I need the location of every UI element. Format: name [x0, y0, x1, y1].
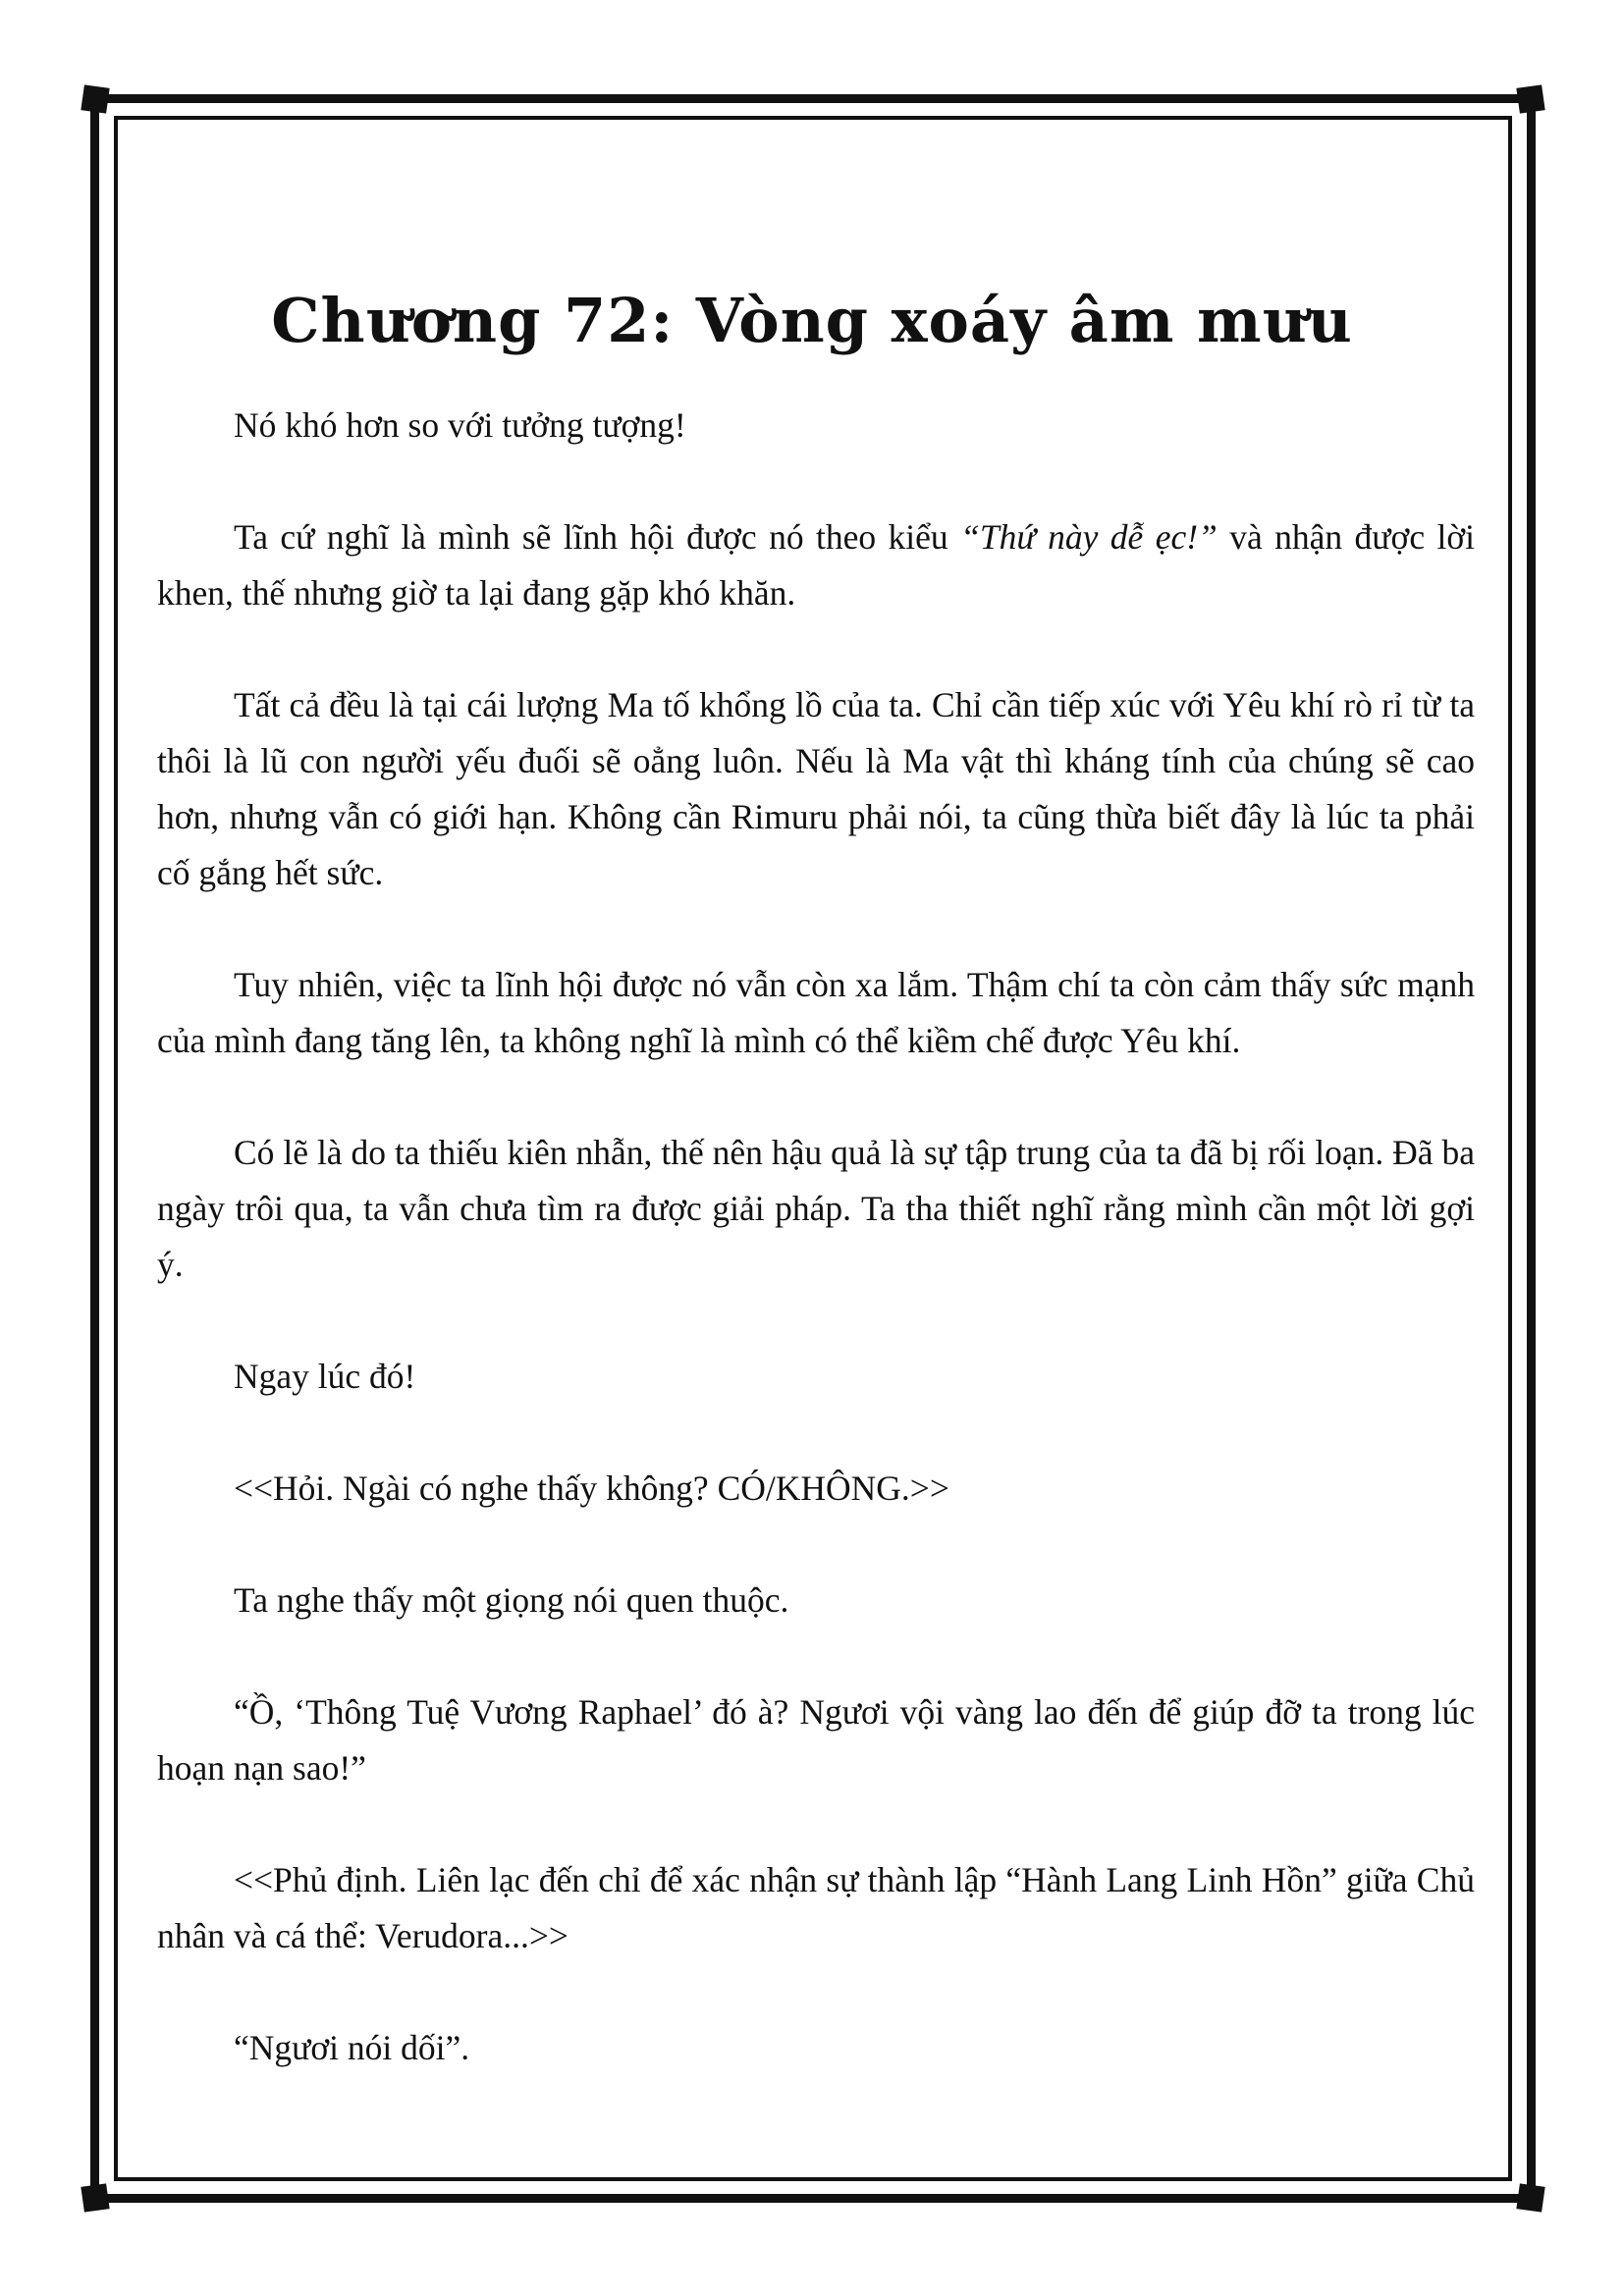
paragraph: <<Phủ định. Liên lạc đến chỉ để xác nhận sự thành lập “Hành Lang Linh Hồn” giữa Chủ nhân và cá thể: Verudora...>>: [157, 1860, 1475, 1955]
paragraph: Tuy nhiên, việc ta lĩnh hội được nó vẫn còn xa lắm. Thậm chí ta còn cảm thấy sức mạnh của mình đang tăng lên, ta không nghĩ là mình có thể kiềm chế được Yêu khí.: [157, 965, 1475, 1060]
border-corner-ornament: [81, 84, 109, 113]
paragraph: Tất cả đều là tại cái lượng Ma tố khổng lồ của ta. Chỉ cần tiếp xúc với Yêu khí rò rỉ từ ta thôi là lũ con người yếu đuối sẽ oẳng luôn. Nếu là Ma vật thì kháng tính của chúng sẽ cao hơn, nhưng vẫn có giới hạn. Không cần Rimuru phải nói, ta cũng thừa biết đây là lúc ta phải cố gắng hết sức.: [157, 685, 1475, 892]
border-corner-ornament: [1516, 2183, 1544, 2212]
paragraph: Ngay lúc đó!: [234, 1357, 416, 1396]
border-corner-ornament: [1516, 84, 1544, 113]
paragraph: “Ồ, ‘Thông Tuệ Vương Raphael’ đó à? Ngươi vội vàng lao đến để giúp đỡ ta trong lúc hoạn nạn sao!”: [157, 1692, 1475, 1788]
paragraph-text: và nhận được lời khen, thế nhưng giờ ta lại đang gặp khó khăn.: [157, 517, 1475, 613]
paragraph: [157, 509, 1475, 621]
paragraph: Ta nghe thấy một giọng nói quen thuộc.: [234, 1580, 789, 1620]
paragraph: Có lẽ là do ta thiếu kiên nhẫn, thế nên hậu quả là sự tập trung của ta đã bị rối loạn. Đã ba ngày trôi qua, ta vẫn chưa tìm ra được giải pháp. Ta tha thiết nghĩ rằng mình cần một lời gợi ý.: [157, 1133, 1475, 1284]
border-corner-ornament: [81, 2183, 109, 2212]
chapter-body: [157, 398, 1475, 2132]
paragraph: <<Hỏi. Ngài có nghe thấy không? CÓ/KHÔNG.>>: [234, 1468, 949, 1508]
paragraph: “Ngươi nói dối”.: [234, 2028, 470, 2067]
italic-quote: “Thứ này dễ ẹc!”: [960, 517, 1218, 557]
chapter-title: Chương 72: Vòng xoáy âm mưu: [271, 284, 1353, 356]
paragraph-text: Ta cứ nghĩ là mình sẽ lĩnh hội được nó theo kiểu: [234, 517, 961, 557]
paragraph: Nó khó hơn so với tưởng tượng!: [234, 405, 686, 445]
